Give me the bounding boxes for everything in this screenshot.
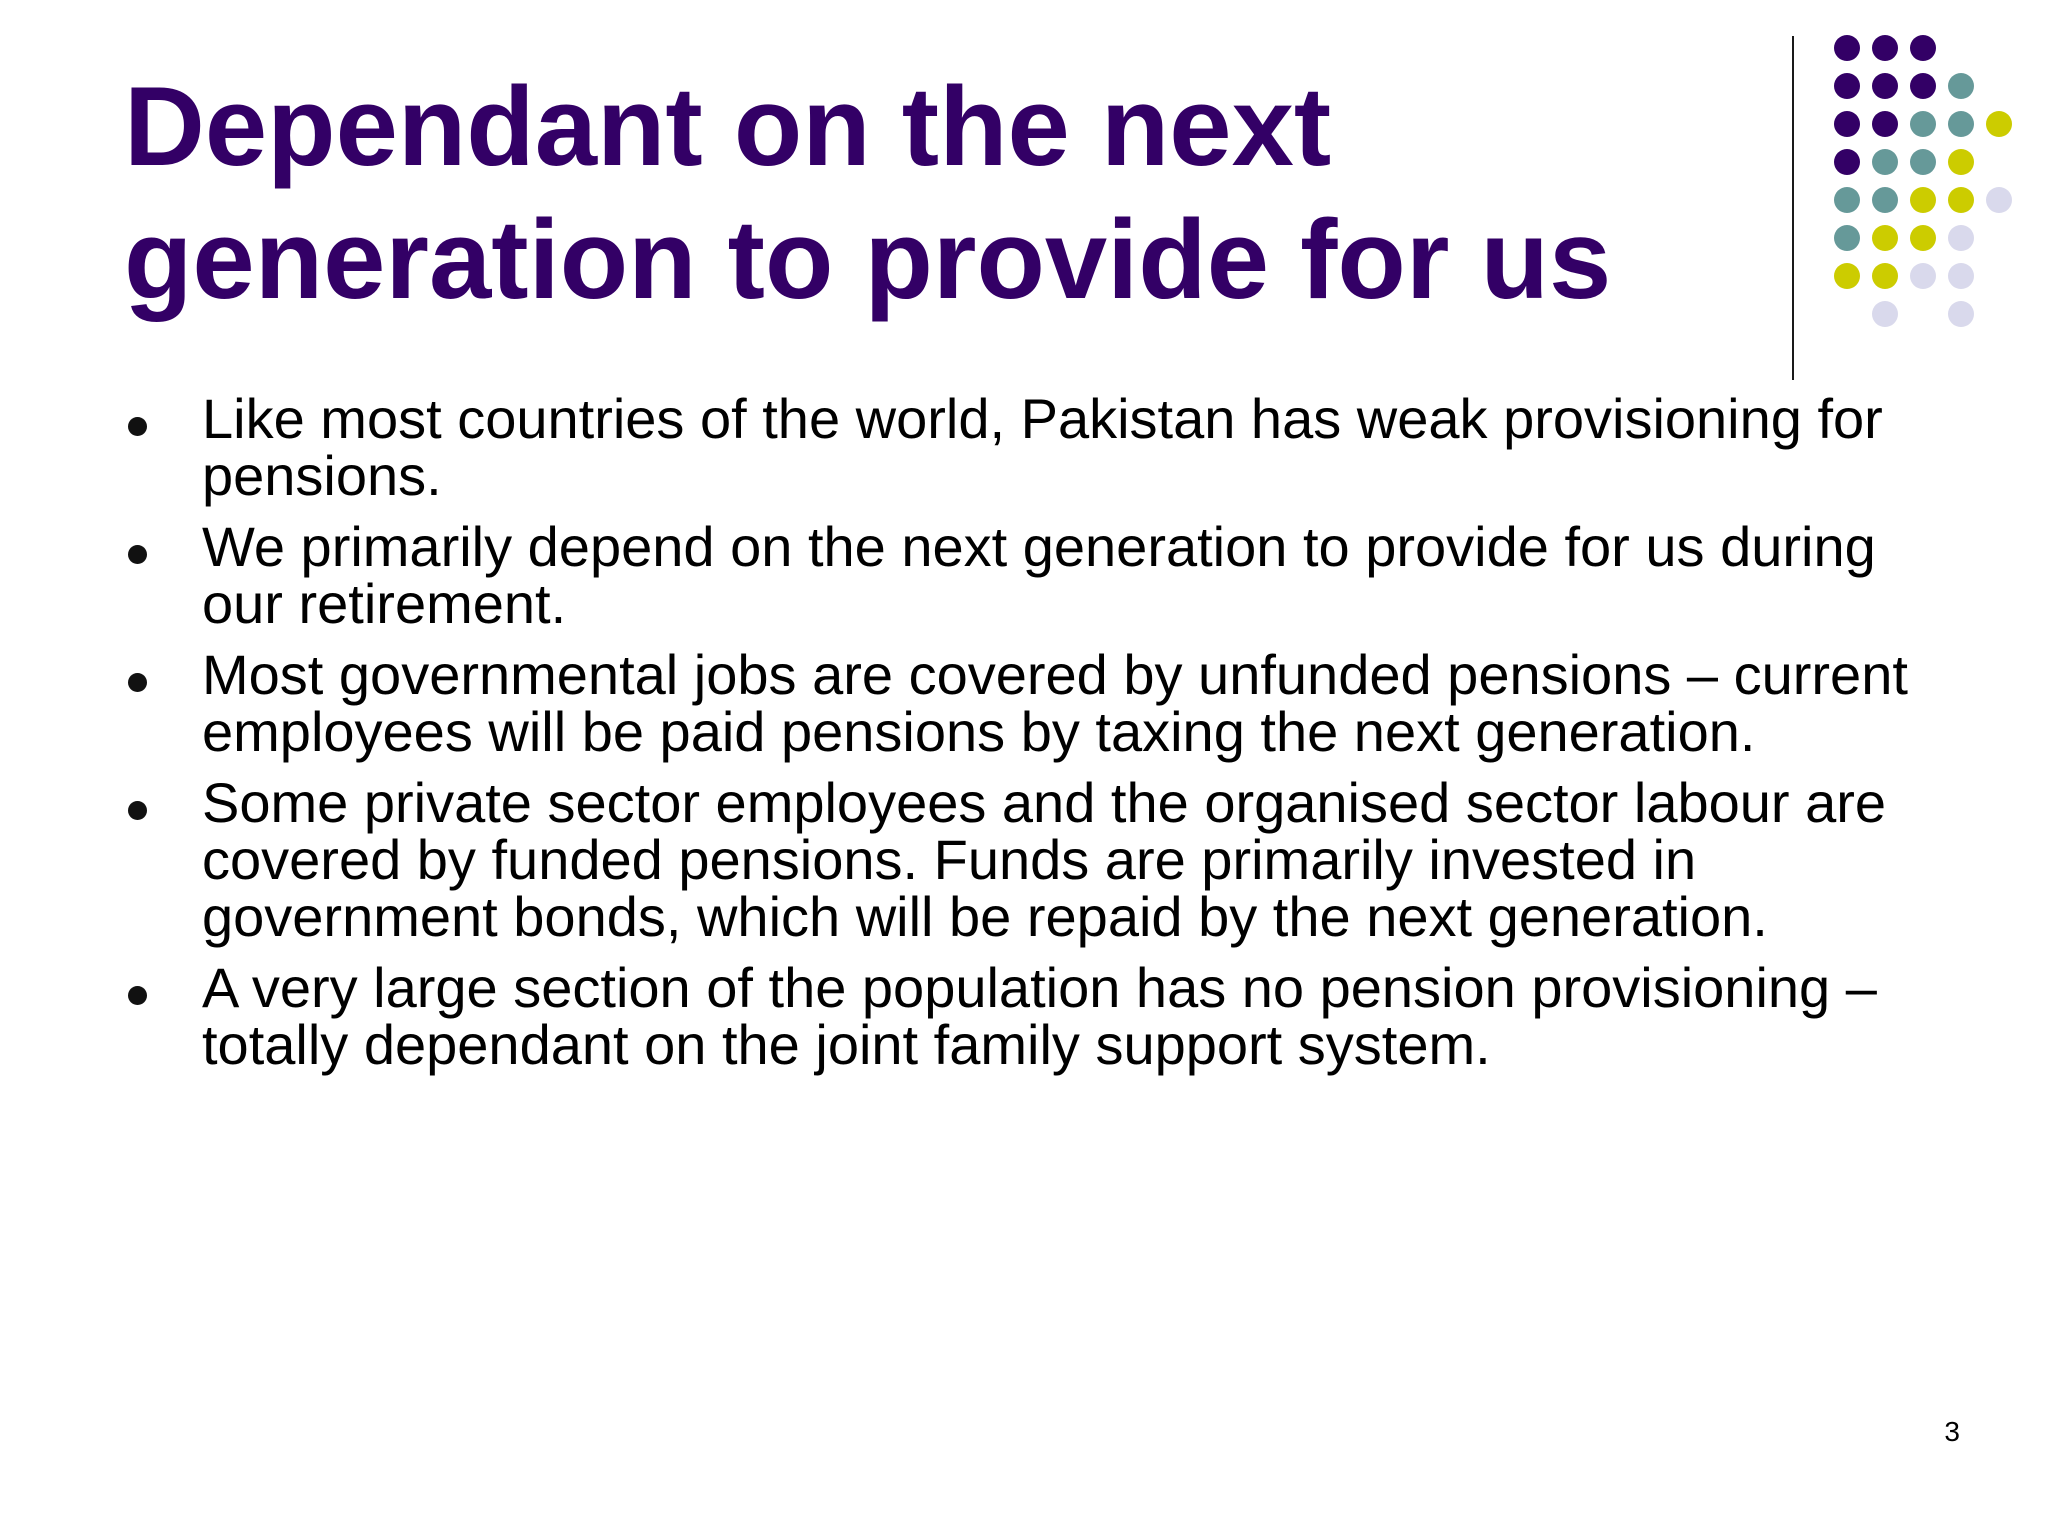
decorative-dot	[1948, 263, 1974, 289]
bullet-icon	[128, 545, 147, 564]
bullet-text: A very large section of the population has no pension provisioning – totally dependant on the joint family support system.	[202, 956, 1877, 1076]
decorative-dot	[1910, 149, 1936, 175]
decorative-dot	[1834, 187, 1860, 213]
decorative-dot	[1872, 35, 1898, 61]
decorative-dot	[1872, 225, 1898, 251]
bullet-icon	[128, 417, 147, 436]
bullet-text: Some private sector employees and the organised sector labour are covered by funded pensions. Funds are primarily invested in government bonds, which will be repaid by the next generation.	[202, 771, 1887, 948]
decorative-dot	[1948, 225, 1974, 251]
decorative-dot	[1872, 263, 1898, 289]
bullet-item	[124, 956, 1924, 1076]
decorative-dot	[1872, 187, 1898, 213]
decorative-dot	[1910, 35, 1936, 61]
decorative-dot	[1834, 35, 1860, 61]
bullet-item	[124, 515, 1924, 635]
decorative-dot	[1834, 263, 1860, 289]
decorative-dot	[1910, 225, 1936, 251]
decorative-dot	[1834, 225, 1860, 251]
decorative-dot	[1948, 149, 1974, 175]
decorative-dot	[1948, 187, 1974, 213]
decorative-dot	[1872, 149, 1898, 175]
decorative-dot	[1910, 73, 1936, 99]
bullet-icon	[128, 801, 147, 820]
bullet-text: Most governmental jobs are covered by unfunded pensions – current employees will be paid pensions by taxing the next generation.	[202, 643, 1908, 763]
decorative-dot	[1910, 111, 1936, 137]
bullet-item	[124, 643, 1924, 763]
bullet-list	[124, 387, 1924, 1087]
bullet-text: We primarily depend on the next generation to provide for us during our retirement.	[202, 515, 1876, 635]
page-number: 3	[1944, 1416, 1960, 1447]
bullet-text: Like most countries of the world, Pakistan has weak provisioning for pensions.	[202, 387, 1883, 507]
decorative-dot	[1834, 149, 1860, 175]
bullet-item	[124, 771, 1924, 948]
decorative-dot	[1834, 73, 1860, 99]
title-divider-line	[1792, 36, 1794, 380]
decorative-dot	[1948, 111, 1974, 137]
decorative-dot	[1910, 187, 1936, 213]
slide-title: Dependant on the next generation to provide for us	[124, 64, 1612, 322]
decorative-dot	[1948, 301, 1974, 327]
decorative-dot	[1986, 111, 2012, 137]
decorative-dot	[1910, 263, 1936, 289]
bullet-item	[124, 387, 1924, 507]
decorative-dot	[1872, 73, 1898, 99]
bullet-icon	[128, 673, 147, 692]
decorative-dot	[1872, 111, 1898, 137]
decorative-dot	[1948, 73, 1974, 99]
decorative-dot	[1986, 187, 2012, 213]
decorative-dot	[1834, 111, 1860, 137]
decorative-dot	[1872, 301, 1898, 327]
bullet-icon	[128, 986, 147, 1005]
